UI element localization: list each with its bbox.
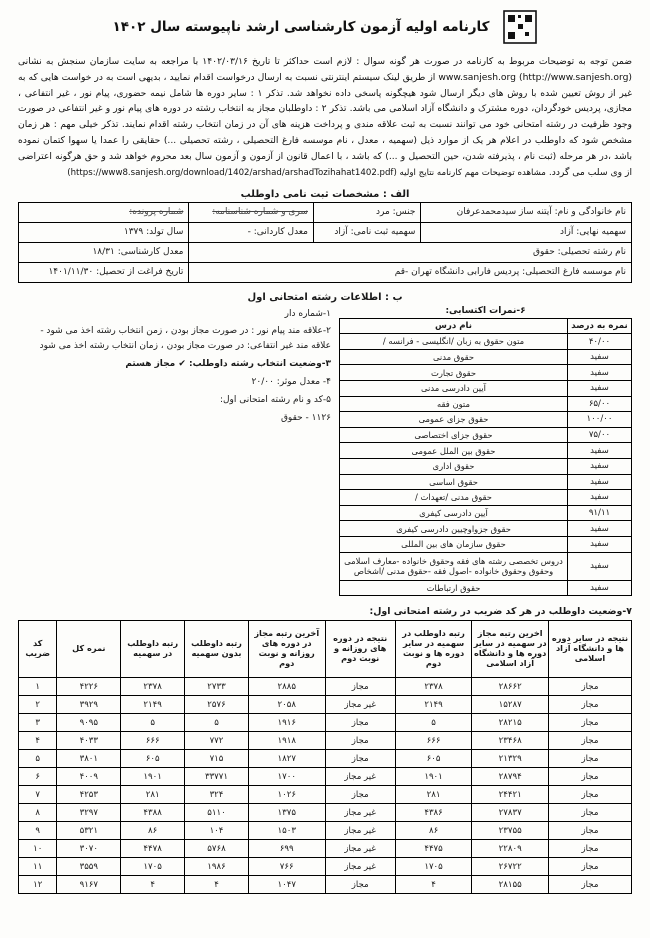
value: حقوق bbox=[533, 247, 555, 258]
cell: ۴۳۸۶ bbox=[395, 804, 472, 822]
label: سال تولد: bbox=[146, 227, 184, 238]
cell: غیر مجاز bbox=[325, 840, 395, 858]
table-row bbox=[340, 334, 632, 350]
field-final-quota bbox=[421, 222, 632, 242]
table-row bbox=[340, 365, 632, 381]
cell-course: حقوق اساسی bbox=[340, 474, 568, 490]
table-row bbox=[340, 443, 632, 459]
cell: ۲۳۷۵۵ bbox=[472, 822, 549, 840]
cell-score: سفید bbox=[568, 365, 632, 381]
table-row bbox=[19, 696, 632, 714]
cell: ۲۴۴۲۱ bbox=[472, 786, 549, 804]
cell: ۱۰۴۷ bbox=[248, 876, 325, 894]
page-title: کارنامه اولیه آزمون کارشناسی ارشد ناپیوسته سال ۱۴۰۲ bbox=[112, 19, 490, 35]
cell: ۶۶۶ bbox=[395, 732, 472, 750]
results-title: ۷-وضعیت داوطلب در هر کد ضریب در رشته امتحانی اول: bbox=[369, 606, 632, 618]
grades-block bbox=[339, 306, 632, 597]
cell-course: آیین دادرسی مدنی bbox=[340, 381, 568, 397]
table-row bbox=[19, 804, 632, 822]
cell: ۶۰۵ bbox=[395, 750, 472, 768]
table-row bbox=[19, 714, 632, 732]
cell: مجاز bbox=[325, 750, 395, 768]
section-a-title: الف : مشخصات ثبت نامی داوطلب bbox=[240, 188, 410, 200]
cell: مجاز bbox=[548, 750, 631, 768]
col-course: نام درس bbox=[340, 318, 568, 334]
value: آزاد bbox=[334, 227, 348, 238]
cell-course: حقوق مدنی bbox=[340, 349, 568, 365]
cell: ۹۰۹۵ bbox=[57, 714, 121, 732]
value: آزاد bbox=[560, 227, 574, 238]
cell: ۲۷۸۳۷ bbox=[472, 804, 549, 822]
cell: ۱۵۲۸۷ bbox=[472, 696, 549, 714]
cell: ۵ bbox=[185, 714, 249, 732]
table-header-row bbox=[19, 621, 632, 678]
cell: ۲۲۸۰۹ bbox=[472, 840, 549, 858]
intro-paragraph bbox=[18, 54, 632, 181]
cell: ۲۸۸۵ bbox=[248, 678, 325, 696]
cell: مجاز bbox=[548, 858, 631, 876]
cell: مجاز bbox=[548, 768, 631, 786]
value: ۱۴۰۱/۱۱/۳۰ bbox=[48, 267, 94, 278]
col-result-other: نتیجه در سایر دوره ها و دانشگاه آزاد اسلامی bbox=[548, 621, 631, 678]
cell: غیر مجاز bbox=[325, 696, 395, 714]
cell: ۴۳۸۸ bbox=[121, 804, 185, 822]
cell-score: سفید bbox=[568, 349, 632, 365]
value: آیتنه ساز سیدمحمدعرفان bbox=[456, 207, 552, 218]
cell: ۴۴۷۸ bbox=[121, 840, 185, 858]
field-gender bbox=[313, 202, 420, 222]
value: مرد bbox=[375, 207, 390, 218]
cell: ۴۲۲۶ bbox=[57, 678, 121, 696]
cell: ۶ bbox=[19, 768, 57, 786]
cell: ۱۰۲۶ bbox=[248, 786, 325, 804]
cell: ۲۱۴۹ bbox=[121, 696, 185, 714]
cell-score: سفید bbox=[568, 490, 632, 506]
cell-score: ۱۰۰/۰۰ bbox=[568, 412, 632, 428]
table-row bbox=[340, 427, 632, 443]
value: - bbox=[247, 227, 251, 238]
label: شماره پرونده: bbox=[129, 207, 184, 218]
col-rank-noquota: رتبه داوطلب بدون سهمیه bbox=[185, 621, 249, 678]
cell: ۲۳۷۸ bbox=[395, 678, 472, 696]
cell-score: سفید bbox=[568, 552, 632, 580]
cell: ۲۸۱ bbox=[121, 786, 185, 804]
cell: ۱۹۱۶ bbox=[248, 714, 325, 732]
cell-score: ۶۵/۰۰ bbox=[568, 396, 632, 412]
cell: ۲۱۴۹ bbox=[395, 696, 472, 714]
cell: ۳۸۰۱ bbox=[57, 750, 121, 768]
cell-course: حقوق اداری bbox=[340, 458, 568, 474]
cell-course: حقوق بین الملل عمومی bbox=[340, 443, 568, 459]
label: جنس: bbox=[392, 207, 416, 218]
col-rank-quota: رتبه داوطلب در سهمیه bbox=[121, 621, 185, 678]
table-row bbox=[340, 505, 632, 521]
cell: ۵۳۲۱ bbox=[57, 822, 121, 840]
cell-score: ۴۰/۰۰ bbox=[568, 334, 632, 350]
table-row bbox=[340, 580, 632, 596]
cell: ۲۸۷۹۴ bbox=[472, 768, 549, 786]
cell-course: حقوق جزای اختصاصی bbox=[340, 427, 568, 443]
value: ۱۸/۳۱ bbox=[92, 247, 115, 258]
cell: ۵۱۱۰ bbox=[185, 804, 249, 822]
cell-score: سفید bbox=[568, 458, 632, 474]
cell: ۶۰۵ bbox=[121, 750, 185, 768]
cell: ۲۰۵۸ bbox=[248, 696, 325, 714]
sanjesh-logo-icon bbox=[503, 10, 537, 44]
table-row bbox=[19, 840, 632, 858]
cell: ۲۸۶۶۲ bbox=[472, 678, 549, 696]
cell: ۳۳۷۷۱ bbox=[185, 768, 249, 786]
table-row bbox=[19, 262, 632, 282]
field-id-serial bbox=[189, 202, 314, 222]
cell: ۲ bbox=[19, 696, 57, 714]
cell: ۲۷۳۳ bbox=[185, 678, 249, 696]
cell: ۴۲۵۳ bbox=[57, 786, 121, 804]
cell-course: آیین دادرسی کیفری bbox=[340, 505, 568, 521]
cell-score: ۷۵/۰۰ bbox=[568, 427, 632, 443]
col-score: نمره به درصد bbox=[568, 318, 632, 334]
cell: غیر مجاز bbox=[325, 822, 395, 840]
table-row bbox=[19, 202, 632, 222]
table-row bbox=[19, 858, 632, 876]
field-institution bbox=[189, 262, 632, 282]
table-row bbox=[19, 786, 632, 804]
cell: ۱۳۷۵ bbox=[248, 804, 325, 822]
cell: ۹۱۶۷ bbox=[57, 876, 121, 894]
cell-score: سفید bbox=[568, 474, 632, 490]
col-lastrank-daily: آخرین رتبه مجاز در دوره های روزانه و نوبت دوم bbox=[248, 621, 325, 678]
cell: غیر مجاز bbox=[325, 804, 395, 822]
cell: مجاز bbox=[548, 876, 631, 894]
cell: ۴ bbox=[19, 732, 57, 750]
note-exam-field-label: ۵-کد و نام رشته امتحانی اول: bbox=[219, 394, 331, 405]
note-payamnoor-interest: ۲-علاقه مند پیام نور : در صورت مجاز بودن ، زمن انتخاب رشته اخذ می شود - علاقه مند غیر انتفاعی: در صورت مجاز بودن ، زمان انتخاب رشته اخذ می شود bbox=[39, 326, 331, 352]
cell: ۳۵۵۹ bbox=[57, 858, 121, 876]
cell: ۱۷۰۵ bbox=[395, 858, 472, 876]
cell: مجاز bbox=[548, 786, 631, 804]
note-exam-field-value: ۱۱۲۶ - حقوق bbox=[280, 412, 331, 423]
label: نام موسسه فارغ التحصیلی: bbox=[522, 267, 626, 278]
cell: ۱۵۰۳ bbox=[248, 822, 325, 840]
label: معدل کاردانی: bbox=[253, 227, 308, 238]
cell: ۲۱۳۲۹ bbox=[472, 750, 549, 768]
cell: ۳۹۲۹ bbox=[57, 696, 121, 714]
cell: ۱۷۰۰ bbox=[248, 768, 325, 786]
cell: مجاز bbox=[548, 696, 631, 714]
cell-score: سفید bbox=[568, 521, 632, 537]
cell-course: حقوق جزای عمومی bbox=[340, 412, 568, 428]
cell: ۲۳۴۶۸ bbox=[472, 732, 549, 750]
cell: ۵۷۶۸ bbox=[185, 840, 249, 858]
table-row bbox=[340, 474, 632, 490]
field-study-field bbox=[189, 242, 632, 262]
cell: ۱۰ bbox=[19, 840, 57, 858]
cell: ۷ bbox=[19, 786, 57, 804]
cell: ۲۶۷۲۲ bbox=[472, 858, 549, 876]
table-row bbox=[19, 678, 632, 696]
label: معدل کارشناسی: bbox=[117, 247, 184, 258]
grades-title: ۶-نمرات اکتسابی: bbox=[445, 305, 526, 316]
section-b-title: ب : اطلاعات رشته امتحانی اول bbox=[247, 291, 403, 303]
value: پردیس فارابی دانشگاه تهران -قم bbox=[394, 267, 520, 278]
cell-score: سفید bbox=[568, 536, 632, 552]
table-row bbox=[340, 552, 632, 580]
cell: مجاز bbox=[548, 714, 631, 732]
cell: مجاز bbox=[325, 876, 395, 894]
identity-table bbox=[18, 202, 632, 283]
table-row bbox=[340, 412, 632, 428]
section-b-body bbox=[18, 306, 632, 597]
results-table bbox=[18, 620, 632, 894]
cell: مجاز bbox=[548, 678, 631, 696]
table-row bbox=[19, 750, 632, 768]
cell: مجاز bbox=[548, 732, 631, 750]
table-row bbox=[340, 349, 632, 365]
cell: ۱۷۰۵ bbox=[121, 858, 185, 876]
table-row bbox=[19, 768, 632, 786]
cell: ۸۶ bbox=[121, 822, 185, 840]
field-registration-quota bbox=[313, 222, 420, 242]
table-header-row bbox=[340, 318, 632, 334]
cell: ۱۱ bbox=[19, 858, 57, 876]
cell: مجاز bbox=[548, 840, 631, 858]
cell: ۱۹۱۸ bbox=[248, 732, 325, 750]
cell: ۵ bbox=[121, 714, 185, 732]
col-result-daily: نتیجه در دوره های روزانه و نوبت دوم bbox=[325, 621, 395, 678]
col-lastrank-other: اخرین رتبه مجاز در سهمیه در سایر دوره ها و دانشگاه آزاد اسلامی bbox=[472, 621, 549, 678]
cell: ۱۹۰۱ bbox=[121, 768, 185, 786]
cell-course: حقوق سازمان های بین المللی bbox=[340, 536, 568, 552]
field-birth-year bbox=[19, 222, 189, 242]
cell: ۳۰۷۰ bbox=[57, 840, 121, 858]
cell: ۱۹۰۱ bbox=[395, 768, 472, 786]
cell: ۴ bbox=[185, 876, 249, 894]
cell: ۷۱۵ bbox=[185, 750, 249, 768]
cell: ۱۲ bbox=[19, 876, 57, 894]
field-graduation-date bbox=[19, 262, 189, 282]
label: تاریخ فراغت از تحصیل: bbox=[96, 267, 184, 278]
table-row bbox=[340, 521, 632, 537]
cell: ۴۰۳۳ bbox=[57, 732, 121, 750]
cell: مجاز bbox=[548, 822, 631, 840]
cell: ۳ bbox=[19, 714, 57, 732]
cell: ۳۲۹۷ bbox=[57, 804, 121, 822]
cell: ۴۰۰۹ bbox=[57, 768, 121, 786]
field-bachelor-gpa bbox=[19, 242, 189, 262]
table-row bbox=[340, 490, 632, 506]
cell: ۴ bbox=[121, 876, 185, 894]
field-applicant-name bbox=[421, 202, 632, 222]
cell: ۹ bbox=[19, 822, 57, 840]
table-row bbox=[340, 381, 632, 397]
cell: ۲۸۱۵۵ bbox=[472, 876, 549, 894]
cell-course: حقوق ارتباطات bbox=[340, 580, 568, 596]
note-numbered: ۱-شماره دار bbox=[284, 308, 331, 319]
cell-course: متون حقوق به زبان /انگلیسی - فرانسه / bbox=[340, 334, 568, 350]
cell: ۱۰۴ bbox=[185, 822, 249, 840]
cell-course: حقوق جزواوچیین دادرسی کیفری bbox=[340, 521, 568, 537]
cell: ۶۹۹ bbox=[248, 840, 325, 858]
cell: مجاز bbox=[548, 804, 631, 822]
karnameh-notes-link[interactable]: مشاهده توضیحات مهم کارنامه نتایج اولیه (https://www8.sanjesh.org/download/1402/arshad/arshadTozihahat1402.pdf) bbox=[67, 167, 546, 178]
cell: مجاز bbox=[325, 678, 395, 696]
label: نام خانوادگی و نام: bbox=[554, 207, 626, 218]
table-row bbox=[340, 536, 632, 552]
col-total-score: نمره کل bbox=[57, 621, 121, 678]
cell: ۴ bbox=[395, 876, 472, 894]
label: سری و شماره شناسنامه: bbox=[212, 207, 308, 218]
cell-score: ۹۱/۱۱ bbox=[568, 505, 632, 521]
cell-score: سفید bbox=[568, 443, 632, 459]
col-rank-other: رتبه داوطلب در سهمیه در سایر دوره ها و نوبت دوم bbox=[395, 621, 472, 678]
cell: ۱ bbox=[19, 678, 57, 696]
label: سهمیه ثبت نامی: bbox=[350, 227, 416, 238]
field-associate-gpa bbox=[189, 222, 314, 242]
cell: ۲۵۷۶ bbox=[185, 696, 249, 714]
cell: غیر مجاز bbox=[325, 858, 395, 876]
intro-text: ضمن توجه به توضیحات مربوط به کارنامه در صورت هر گونه سوال : لازم است حداکثر تا تاریخ ۱۴۰۲/۰۳/۱۶ با مراجعه به سایت سازمان سنجش به نشانی www.sanjesh.org (http://www.sanjesh.org) از طریق لینک سیستم اینترنتی نسبت به ارسال درخواست اقدام نمایید ، بدیهی است به در خواست هایی که به غیر از روش تعیین شده با روش های دیگر ارسال شود هیچگونه پاسخی داده نخواهد شد. تذکر ۱ : سایر دوره ها شامل نیمه حضوری، پیام نور ، غیر انتفاعی ، مجازی، پردیس خودگردان، دوره مشترک و دانشگاه آزاد اسلامی می باشد. تذکر ۲ : داوطلبان مجاز به انتخاب رشته در دوره های پیام نور و غیر انتفاعی در صورت وجود ظرفیت در رشته امتحانی خود می توانند نسبت به ثبت علاقه مندی و پرداخت هزینه های آن در زمان انتخاب رشته اقدام نمایند. تذکر خیلی مهم : هر زمان مشخص شود که داوطلب در اعلام هر یک از موارد ذیل (سهمیه ، معدل ، نام موسسه فارغ التحصیلی ، رشته تحصیلی ...) حقایقی را عمدا یا سهوا کتمان نموده باشد ،در هر مرحله (ثبت نام ، پذیرفته شدن، حین التحصیل و ...) که باشد ، با اعمال قانون از آزمون و آزمون سال بعد محروم خواهد شد و حق هرگونه اعتراضی از وی سلب می گردد. bbox=[18, 56, 633, 178]
note-effective-gpa: ۴- معدل موثر: ۲۰/۰۰ bbox=[251, 377, 331, 387]
col-coefficient-code: کد ضریب bbox=[19, 621, 57, 678]
cell-score: سفید bbox=[568, 381, 632, 397]
field-file-number bbox=[19, 202, 189, 222]
cell: مجاز bbox=[325, 786, 395, 804]
cell: ۸۶ bbox=[395, 822, 472, 840]
cell: ۷۶۶ bbox=[248, 858, 325, 876]
section-b-notes bbox=[18, 306, 331, 429]
cell: ۷۷۲ bbox=[185, 732, 249, 750]
table-row bbox=[340, 458, 632, 474]
table-row bbox=[19, 732, 632, 750]
table-row bbox=[19, 222, 632, 242]
cell: مجاز bbox=[325, 714, 395, 732]
cell: ۳۲۴ bbox=[185, 786, 249, 804]
cell-score: سفید bbox=[568, 580, 632, 596]
cell: ۱۹۸۶ bbox=[185, 858, 249, 876]
cell: ۱۸۲۷ bbox=[248, 750, 325, 768]
cell: مجاز bbox=[325, 732, 395, 750]
table-row bbox=[340, 396, 632, 412]
cell: ۵ bbox=[395, 714, 472, 732]
note-selection-status: ۳-وضعیت انتخاب رشته داوطلب: ✔ مجاز هستم bbox=[125, 359, 331, 370]
grades-table bbox=[339, 318, 632, 597]
cell-course: حقوق مدنی /تعهدات / bbox=[340, 490, 568, 506]
cell: ۵ bbox=[19, 750, 57, 768]
table-row bbox=[19, 242, 632, 262]
table-row bbox=[19, 876, 632, 894]
cell: ۲۸۱ bbox=[395, 786, 472, 804]
cell-course: دروس تخصصی رشته های فقه وحقوق خانواده -معارف اسلامی وحقوق وحقوق خانواده -اصول فقه -حقوق مدنی /اشخاص bbox=[340, 552, 568, 580]
table-row bbox=[19, 822, 632, 840]
cell: ۸ bbox=[19, 804, 57, 822]
label: سهمیه نهایی: bbox=[576, 227, 626, 238]
cell: ۶۶۶ bbox=[121, 732, 185, 750]
page-header bbox=[0, 0, 650, 48]
cell-course: متون فقه bbox=[340, 396, 568, 412]
cell: ۲۸۲۱۵ bbox=[472, 714, 549, 732]
cell-course: حقوق تجارت bbox=[340, 365, 568, 381]
cell: غیر مجاز bbox=[325, 768, 395, 786]
label: نام رشته تحصیلی: bbox=[557, 247, 626, 258]
cell: ۲۳۷۸ bbox=[121, 678, 185, 696]
cell: ۴۴۷۵ bbox=[395, 840, 472, 858]
value: ۱۳۷۹ bbox=[123, 227, 144, 238]
